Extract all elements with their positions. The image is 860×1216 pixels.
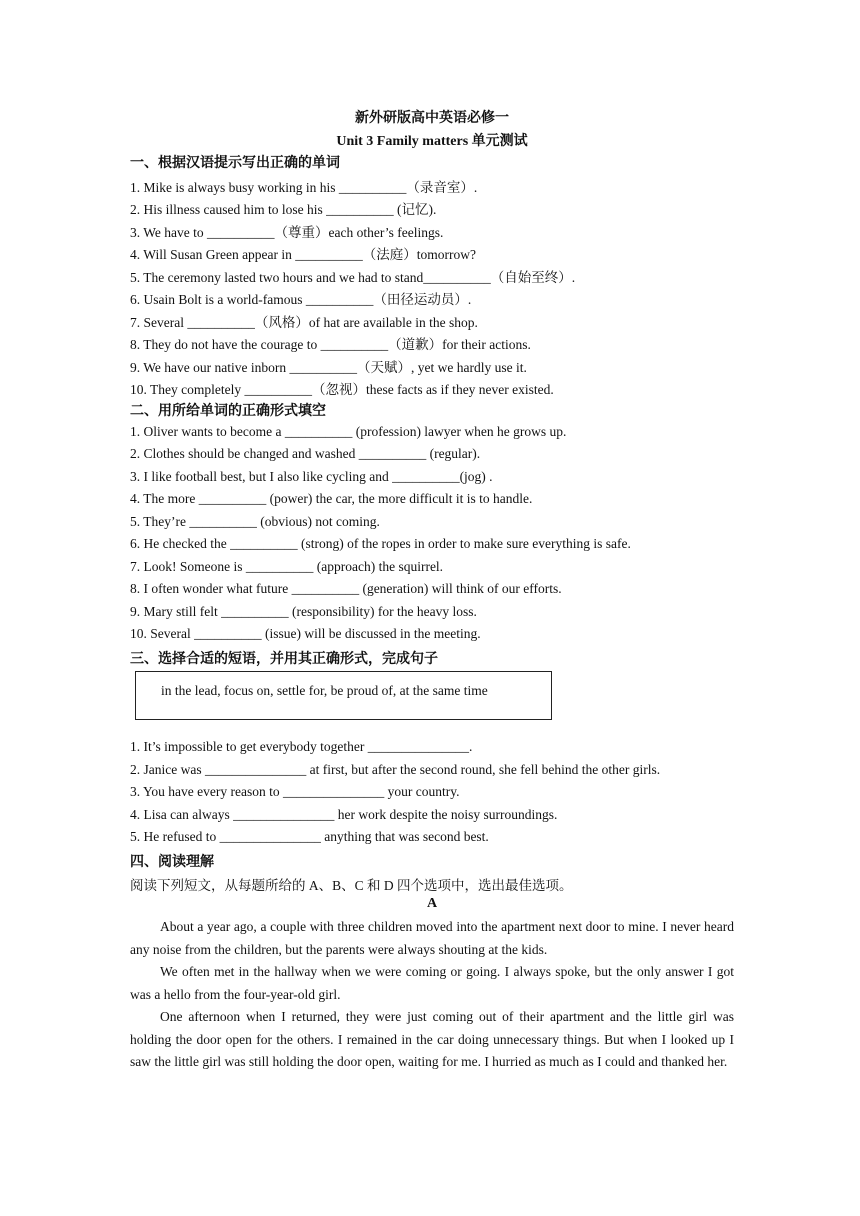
- section4-heading: 四、阅读理解: [130, 855, 214, 870]
- word-box-text: in the lead, focus on, settle for, be proud of, at the same time: [161, 683, 488, 698]
- list-item: 2. His illness caused him to lose his __________ (记忆).: [130, 202, 437, 217]
- word-box: [135, 671, 552, 720]
- list-item: 6. He checked the __________ (strong) of the ropes in order to make sure everything is safe.: [130, 536, 631, 551]
- passage-paragraph: We often met in the hallway when we were coming or going. I always spoke, but the only answer I got was a hello from the four-year-old girl.: [130, 964, 734, 1002]
- passage-paragraph: One afternoon when I returned, they were just coming out of their apartment and the little girl was holding the door open for the others. I remained in the car doing unnecessary things. But when I looked up I saw the little girl was still holding the door open, waiting for me. I hurried as much as I could and thanked her.: [130, 1009, 734, 1069]
- passage-paragraph: About a year ago, a couple with three children moved into the apartment next door to mine. I never heard any noise from the children, but the parents were always shouting at the kids.: [130, 919, 734, 957]
- section2-heading: 二、用所给单词的正确形式填空: [130, 404, 326, 419]
- section4-instruction: 阅读下列短文，从每题所给的 A、B、C 和 D 四个选项中，选出最佳选项。: [130, 878, 573, 893]
- list-item: 8. I often wonder what future __________ (generation) will think of our efforts.: [130, 581, 562, 596]
- list-item: 2. Janice was _______________ at first, but after the second round, she fell behind the other girls.: [130, 762, 661, 777]
- list-item: 1. It’s impossible to get everybody together _______________.: [130, 739, 473, 754]
- section3-heading: 三、选择合适的短语，并用其正确形式，完成句子: [130, 652, 438, 667]
- list-item: 6. Usain Bolt is a world-famous __________（田径运动员）.: [130, 292, 472, 307]
- list-item: 3. I like football best, but I also like cycling and __________(jog) .: [130, 469, 493, 484]
- passage-label: A: [426, 896, 438, 911]
- list-item: 9. We have our native inborn __________（天赋）, yet we hardly use it.: [130, 360, 527, 375]
- list-item: 3. You have every reason to _______________ your country.: [130, 784, 460, 799]
- section1-heading: 一、根据汉语提示写出正确的单词: [130, 156, 340, 171]
- list-item: 5. They’re __________ (obvious) not coming.: [130, 514, 380, 529]
- list-item: 3. We have to __________（尊重）each other’s feelings.: [130, 225, 444, 240]
- list-item: 7. Look! Someone is __________ (approach) the squirrel.: [130, 559, 444, 574]
- list-item: 4. Will Susan Green appear in __________（法庭）tomorrow?: [130, 247, 477, 262]
- list-item: 2. Clothes should be changed and washed __________ (regular).: [130, 446, 481, 461]
- list-item: 4. Lisa can always _______________ her work despite the noisy surroundings.: [130, 807, 558, 822]
- list-item: 1. Oliver wants to become a __________ (profession) lawyer when he grows up.: [130, 424, 567, 439]
- list-item: 5. He refused to _______________ anything that was second best.: [130, 829, 489, 844]
- list-item: 9. Mary still felt __________ (responsibility) for the heavy loss.: [130, 604, 477, 619]
- document-title: 新外研版高中英语必修一: [355, 111, 509, 126]
- list-item: 7. Several __________（风格）of hat are available in the shop.: [130, 315, 478, 330]
- list-item: 4. The more __________ (power) the car, the more difficult it is to handle.: [130, 491, 533, 506]
- list-item: 1. Mike is always busy working in his __________（录音室）.: [130, 180, 478, 195]
- list-item: 8. They do not have the courage to __________（道歉）for their actions.: [130, 337, 531, 352]
- document-subtitle: Unit 3 Family matters 单元测试: [336, 134, 528, 149]
- list-item: 10. They completely __________（忽视）these facts as if they never existed.: [130, 382, 554, 397]
- list-item: 10. Several __________ (issue) will be discussed in the meeting.: [130, 626, 481, 641]
- list-item: 5. The ceremony lasted two hours and we had to stand__________（自始至终）.: [130, 270, 576, 285]
